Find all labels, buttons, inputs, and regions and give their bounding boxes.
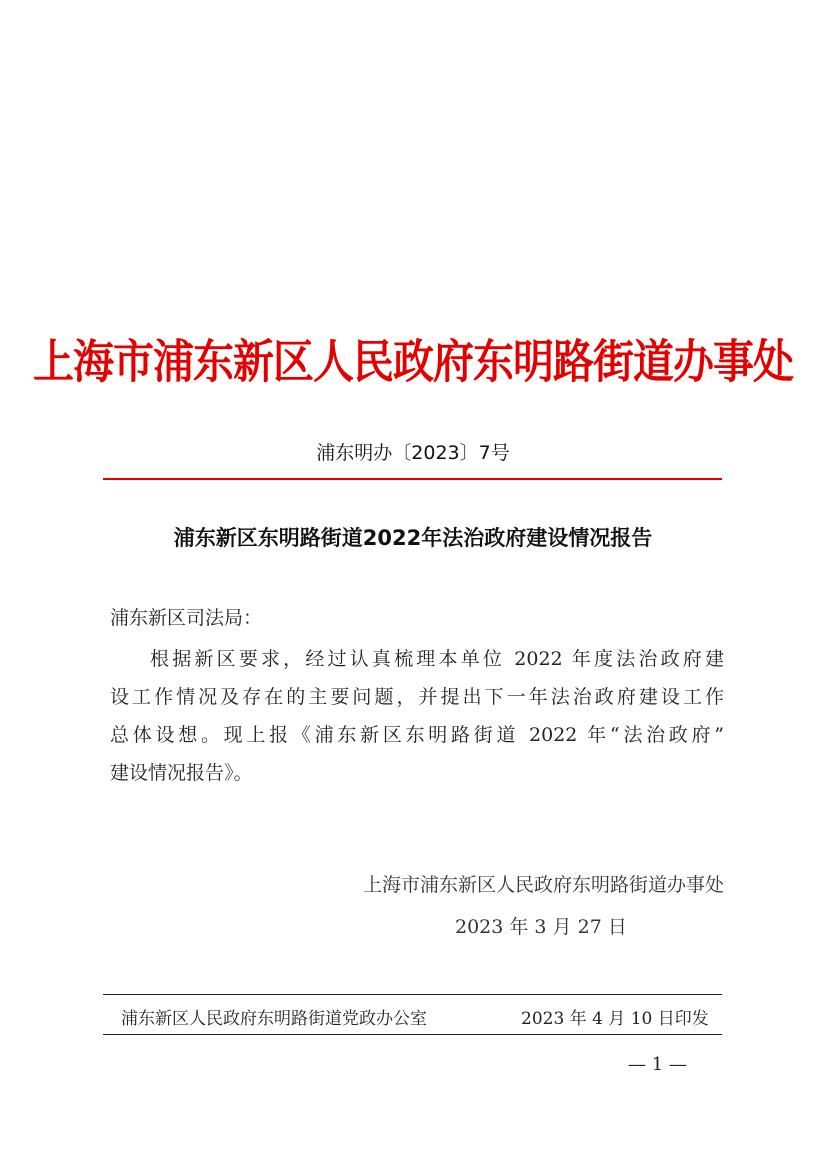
page-number: — 1 —	[628, 1054, 687, 1075]
footer-bottom-rule	[103, 1034, 722, 1035]
footer-print-date: 2023 年 4 月 10 日印发	[521, 1009, 709, 1029]
body-line: 根据新区要求，经过认真梳理本单位 2022 年度法治政府建	[150, 648, 724, 670]
signature-date: 2023 年 3 月 27 日	[455, 916, 627, 938]
document-title: 浦东新区东明路街道2022年法治政府建设情况报告	[173, 526, 653, 550]
signature-organization: 上海市浦东新区人民政府东明路街道办事处	[362, 874, 724, 896]
body-line: 设工作情况及存在的主要问题，并提出下一年法治政府建设工作	[110, 686, 724, 708]
body-line: 建设情况报告》。	[110, 762, 253, 784]
document-number: 浦东明办〔2023〕7号	[316, 442, 510, 464]
body-line: 总体设想。现上报《浦东新区东明路街道 2022 年“法治政府”	[110, 724, 724, 746]
footer-top-rule	[103, 994, 722, 995]
body-paragraph	[110, 640, 724, 792]
red-separator-line	[103, 478, 722, 480]
issuer-masthead: 上海市浦东新区人民政府东明路街道办事处	[33, 335, 793, 389]
footer-issuing-office: 浦东新区人民政府东明路街道党政办公室	[121, 1009, 427, 1029]
salutation: 浦东新区司法局：	[110, 607, 263, 629]
